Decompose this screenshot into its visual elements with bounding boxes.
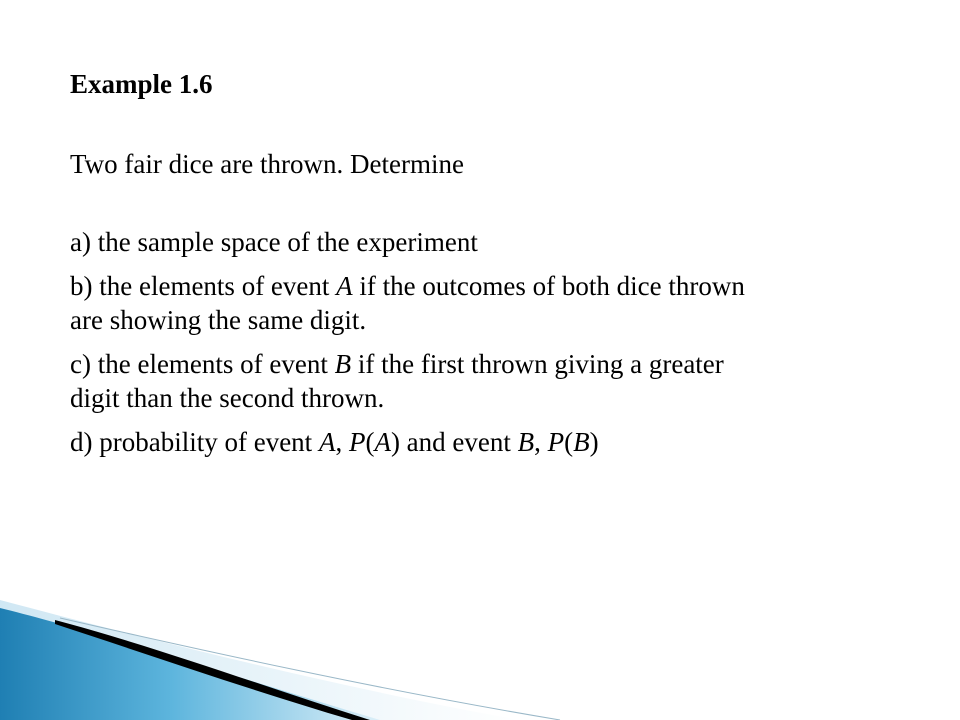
var-a: A <box>336 271 353 301</box>
part-c-line-2: digit than the second thrown. <box>70 383 385 413</box>
part-b-line-1: b) the elements of event A if the outcomes of both dice thrown <box>70 271 745 301</box>
part-b <box>70 269 900 337</box>
part-c-line-1: c) the elements of event B if the first thrown giving a greater <box>70 349 724 379</box>
part-a-text: a) the sample space of the experiment <box>70 227 478 257</box>
var-b: B <box>334 349 352 379</box>
part-b-line-2: are showing the same digit. <box>70 305 367 335</box>
part-a <box>70 225 900 259</box>
part-d-text: d) probability of event A, P(A) and event B, P(B) <box>70 427 599 457</box>
slide-content <box>70 68 900 469</box>
part-d <box>70 425 900 459</box>
part-c <box>70 347 900 415</box>
problem-intro: Two fair dice are thrown. Determine <box>70 149 464 179</box>
example-title: Example 1.6 <box>70 69 213 99</box>
